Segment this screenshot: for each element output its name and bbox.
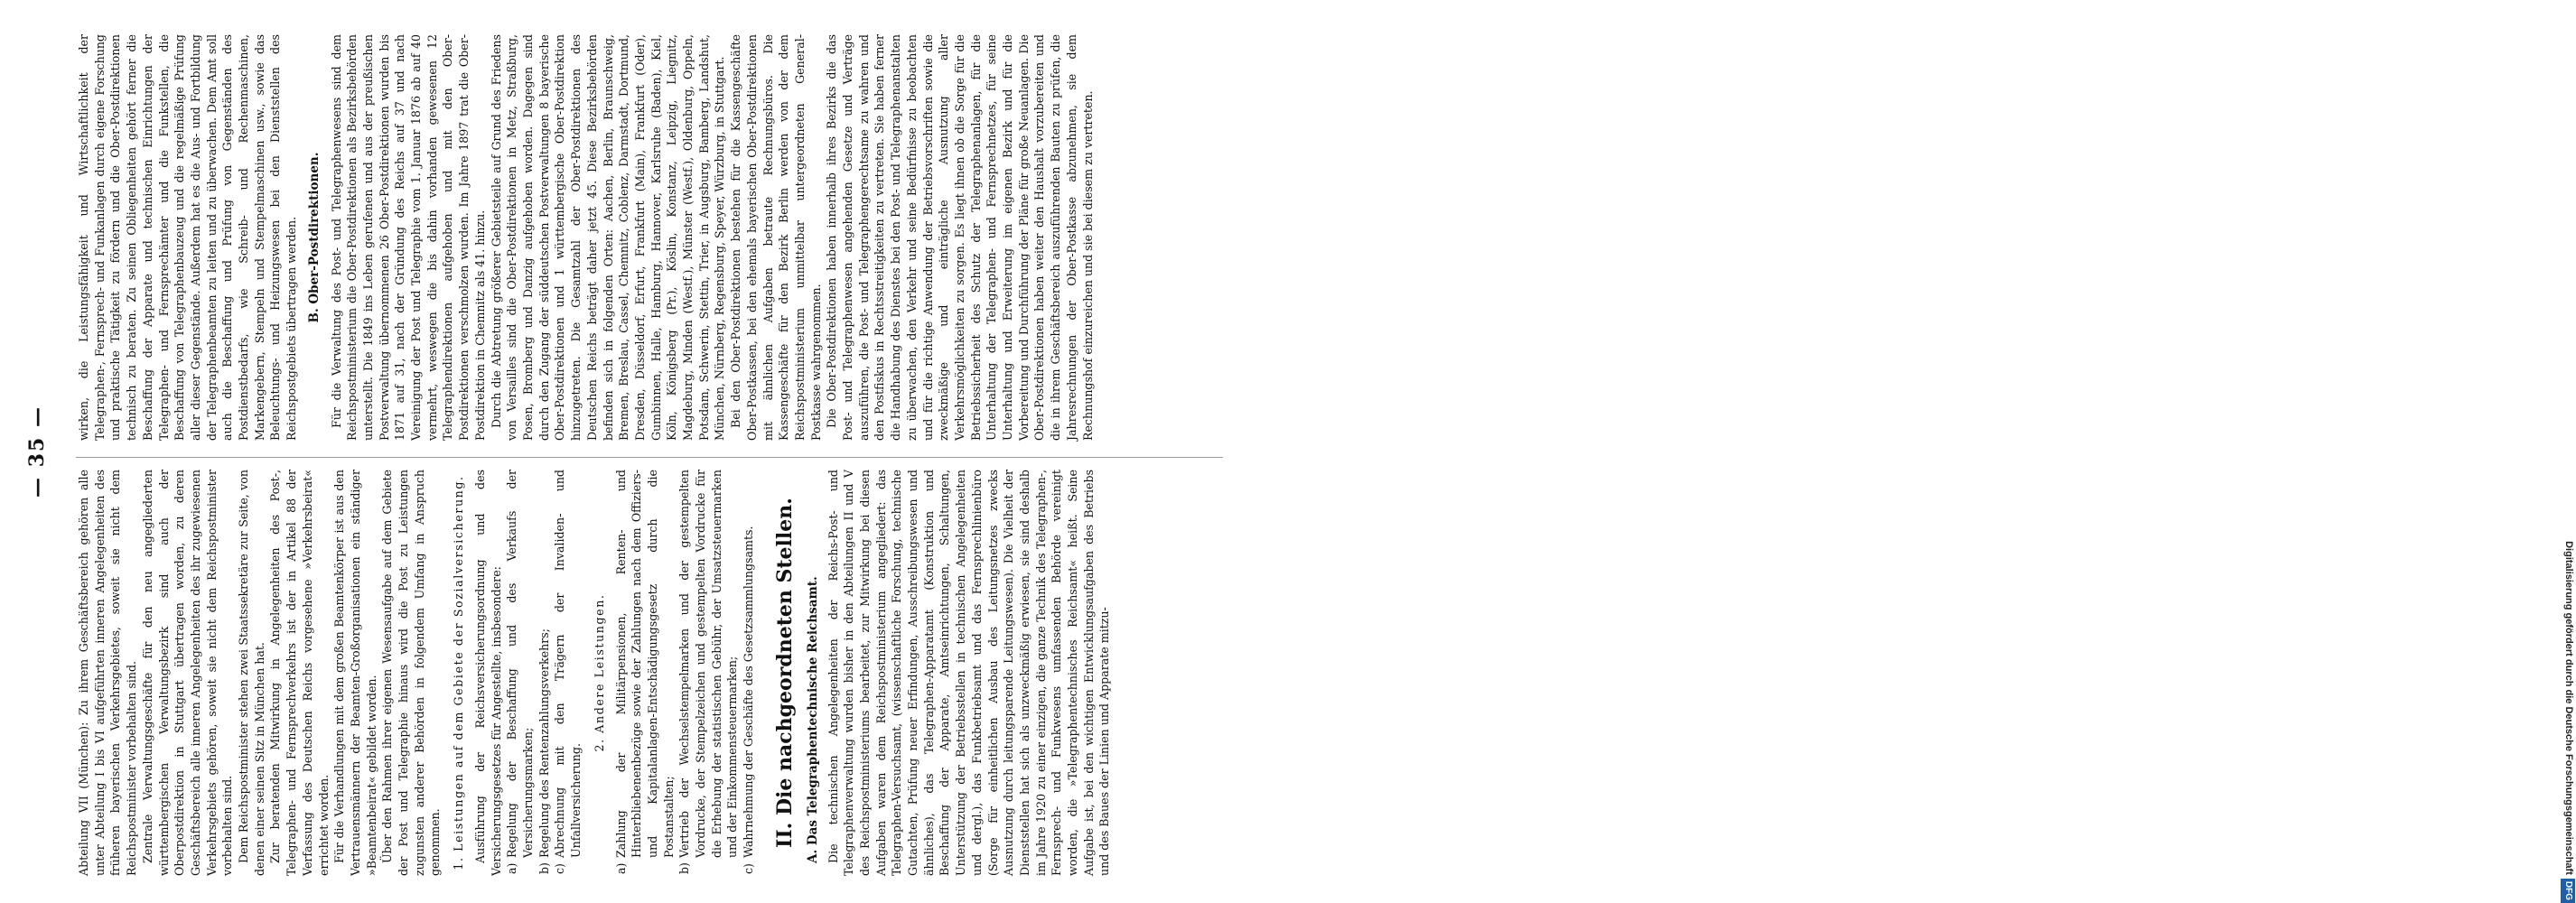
list-item-text: Vertrieb der Wechselstempelmarken und der gestempelten Vordrucke, der Stempelzeichen und gestempelten Vordrucke für die Erhebung der statistischen Gebühr, der Umsatzsteuermarken und der Einkommensteuermarken; [677, 470, 740, 858]
list-item-text: Abrechnung mit den Trägern der Invaliden- und Unfallversicherung. [553, 470, 583, 858]
paragraph: Zur beratenden Mitwirkung in Angelegenheiten des Post-, Telegraphen- und Fernsprechverkehrs ist der in Artikel 88 der Verfassung des Deutschen Reichs vorgesehene »Verkehrsbeirat« errichtet worden. [268, 470, 331, 876]
paragraph: wirken, die Leistungsfähigkeit und Wirtschaftlichkeit der Telegraphen-, Fernsprech- und Funkanlagen durch eigene Forschung und praktische Tätigkeit zu fördern und die Ober-Postdirektionen technisch zu beraten. Zu seinen Obliegenheiten gehört ferner die Beschaffung der Apparate und technischen Einrichtungen der Telegraphen- und Fernsprechämter und die Funkstellen, die Beschaffung von Telegraphenbauzeug und die regelmäßige Prüfung aller dieser Gegenstände. Außerdem hat es die Aus- und Fortbildung der Telegraphenbeamten zu leiten und zu überwachen. Dem Amt soll auch die Beschaffung und Prüfung von Gegenständen des Postdienstbedarfs, wie Schreib- und Rechenmaschinen, Markengebern, Stempeln und Stempelmaschinen usw., sowie das Beleuchtungs- und Heizungswesen bei den Dienststellen des Reichspostgebiets übertragen werden. [77, 34, 299, 441]
list-marker: a) [505, 862, 519, 874]
list-item-text: Wahrnehmung der Geschäfte des Gesetzsammlungsamts. [742, 526, 756, 858]
list-item [677, 470, 741, 874]
paragraph: Die technischen Angelegenheiten der Reichs-Post- und Telegraphenverwaltung wurden bisher in den Abteilungen II und V des Reichspostministeriums bearbeitet, zur Mitwirkung bei diesen Aufgaben waren dem Reichspostministerium angegliedert: das Telegraphen-Versuchsamt, (wissenschaftliche Forschung, technische Gutachten, Prüfung neuer Erfindungen, Ausschreibungswesen und ähnliches), das Telegraphen-Apparatamt (Konstruktion und Beschaffung der Apparate, Amtseinrichtungen, Schaltungen, Unterstützung der Betriebsstellen in technischen Angelegenheiten und dergl.), das Funkbetriebsamt und das Fernsprechlinienbüro (Sorge für einheitlichen Ausbau des Leitungsnetzes zwecks Ausnutzung durch leitungsparende Leitungswesen). Die Vielheit der Dienststellen hat sich als unzweckmäßig erwiesen, sie sind deshalb im Jahre 1920 zu einer einzigen, die ganze Technik des Telegraphen-, Fernsprech- und Funkwesens umfassenden Behörde vereinigt worden, die »Telegraphentechnisches Reichsamt« heißt. Seine Aufgabe ist, bei den wichtigen Entwicklungsaufgaben des Betriebs und des Baues der Linien und Apparate mitzu- [826, 470, 1112, 876]
section-heading: 1. Leistungen auf dem Gebiete der Sozialversicherung. [452, 475, 466, 870]
paragraph: Die Ober-Postdirektionen haben innerhalb ihres Bezirks die das Post- und Telegraphenwesen angehenden Gesetze und Verträge auszuführen, die Post- und Telegraphengerechtsame zu wahren und den Postfiskus in Rechtsstreitigkeiten zu vertreten. Sie haben ferner die Handhabung des Dienstes bei den Post- und Telegraphenanstalten zu überwachen, den Verkehr und seine Bedürfnisse zu beobachten und für die richtige Anwendung der Betriebsvorschriften sowie die zweckmäßige und einträgliche Ausnutzung aller Verkehrsmöglichkeiten zu sorgen. Es liegt ihnen ob die Sorge für die Betriebssicherheit des Schutz der Telegraphenanlagen, für die Unterhaltung der Telegraphen- und Fernsprechnetzes, für seine Unterhaltung und Erweiterung im eigenen Bezirk und für die Vorbereitung und Durchführung der Pläne für große Neuanlagen. Die Ober-Postdirektionen haben weiter den Haushalt vorzubereiten und die in ihrem Geschäftsbereich auszuführenden Bauten zu prüfen, die Jahresrechnungen der Ober-Postkasse abzunehmen, sie dem Rechnungshof einzureichen und sie bei diesem zu vertreten. [825, 34, 1095, 441]
dfg-logo: DFG [2561, 879, 2575, 903]
paragraph: Zentrale Verwaltungsgeschäfte für den neu angegliederten württembergischen Verwaltungsbezirk sind auch der Oberpostdirektion in Stuttgart übertragen worden, zu deren Geschäftsbereich alle inneren Angelegenheiten des ihr zugewiesenen Verkehrsgebiets gehören, soweit sie nicht dem Reichspostminister vorbehalten sind. [140, 470, 235, 876]
list-item-text: Zahlung der Militärpensionen, Renten- und Hinterbliebenenbezüge sowie der Zahlungen nach dem Offiziers- und Kapitalanlagen-Entschädigungsgesetz durch die Postanstalten; [613, 470, 676, 858]
list-marker: b) [537, 862, 551, 874]
credit-text: Digitalisierung gefördert durch die Deutsche Forschungsgemeinschaft [2563, 541, 2574, 875]
list-item [741, 470, 757, 874]
digitization-credit-bar [1281, 0, 2574, 903]
column-divider [76, 457, 1223, 458]
paragraph: Ausführung der Reichsversicherungsordnung und des Versicherungsgesetzes für Angestellte, insbesondere: [472, 470, 503, 876]
digitization-credit [2562, 0, 2576, 903]
list-item [504, 470, 536, 874]
list [504, 470, 584, 876]
paragraph: Abteilung VII (München): Zu ihrem Geschäftsbereich gehören alle unter Abteilung I bis VI aufgeführten inneren Angelegenheiten des früheren bayerischen Verkehrsgebietes, soweit sie nicht dem Reichspostminister vorbehalten sind. [77, 470, 139, 876]
paragraph: Durch die Abtretung größerer Gebietsteile auf Grund des Friedens von Versailles sind die Ober-Postdirektionen in Metz, Straßburg, Posen, Bromberg und Danzig aufgehoben worden. Dagegen sind durch den Zugang der süddeutschen Postverwaltungen 8 bayerische Ober-Postdirektionen und 1 württembergische Ober-Postdirektion hinzugetreten. Die Gesamtzahl der Ober-Postdirektionen des Deutschen Reichs beträgt daher jetzt 45. Diese Bezirksbehörden befinden sich in folgenden Orten: Aachen, Berlin, Braunschweig, Bremen, Breslau, Cassel, Chemnitz, Coblenz, Darmstadt, Dortmund, Dresden, Düsseldorf, Erfurt, Frankfurt (Main), Frankfurt (Oder), Gumbinnen, Halle, Hamburg, Hannover, Karlsruhe (Baden), Kiel, Köln, Königsberg (Pr.), Köslin, Konstanz, Leipzig, Liegnitz, Magdeburg, Minden (Westf.), Münster (Westf.), Oldenburg, Oppeln, Potsdam, Schwerin, Stettin, Trier, in Augsburg, Bamberg, Landshut, München, Nürnberg, Regensburg, Speyer, Würzburg, in Stuttgart. [489, 34, 727, 441]
right-column [76, 34, 1223, 441]
list-marker: c) [742, 863, 756, 874]
section-heading: 2. Andere Leistungen. [592, 593, 606, 752]
list [613, 470, 757, 876]
paragraph: Für die Verwaltung des Post- und Telegraphenwesens sind dem Reichspostministerium die Ober-Postdirektionen als Bezirksbehörden unterstellt. Die 1849 ins Leben gerufenen und aus der preußischen Postverwaltung übernommenen 26 Ober-Postdirektionen wurden bis 1871 auf 31, nach der Gründung des Reichs auf 37 und nach Vereinigung der Post und Telegraphie vom 1. Januar 1876 ab auf 40 vermehrt, weswegen die bis dahin vorhanden gewesenen 12 Telegraphendirektionen aufgehoben und mit den Ober-Postdirektionen verschmolzen wurden. Im Jahre 1897 trat die Ober-Postdirektion in Chemnitz als 41. hinzu. [329, 34, 487, 441]
list-marker: a) [613, 862, 628, 874]
list-item-text: Regelung des Rentenzahlungsverkehrs; [537, 628, 551, 858]
paragraph: Über den Rahmen ihrer eigenen Wesensaufgabe auf dem Gebiete der Post und Telegraphie hinaus wird die Post zu Leistungen zugunsten anderer Behörden in folgendem Umfang in Anspruch genommen. [380, 470, 443, 876]
paragraph: Bei den Ober-Postdirektionen bestehen für die Kassengeschäfte Ober-Postkassen, bei den ehemals bayerischen Ober-Postdirektionen mit ähnlichen Aufgaben betraute Rechnungsbüros. Die Kassengeschäfte für den Bezirk Berlin werden von der dem Reichspostministerium unmittelbar untergeordneten General-Postkasse wahrgenommen. [729, 34, 823, 441]
paragraph: Für die Verhandlungen mit dem großen Beamtenkörper ist aus den Vertrauensmännern der Beamten-Großorganisationen ein ständiger »Beamtenbeirat« gebildet worden. [332, 470, 378, 876]
rotated-page [0, 0, 1260, 903]
list-item [552, 470, 583, 874]
list-item [537, 470, 553, 874]
paragraph: Dem Reichspostminister stehen zwei Staatssekretäre zur Seite, von denen einer seinen Sitz in München hat. [237, 470, 266, 876]
chapter-heading: II. Die nachgeordneten Stellen. [772, 498, 797, 848]
list-item [613, 470, 677, 874]
list-marker: c) [553, 863, 567, 874]
subsection-heading: A. Das Telegraphentechnische Reichsamt. [805, 576, 820, 863]
page-number: — 35 — [25, 405, 49, 498]
list-item-text: Regelung der Beschaffung und des Verkaufs der Versicherungsmarken; [505, 470, 535, 858]
left-column [76, 470, 1223, 876]
section-heading: B. Ober-Postdirektionen. [306, 152, 322, 323]
list-marker: b) [677, 862, 692, 874]
